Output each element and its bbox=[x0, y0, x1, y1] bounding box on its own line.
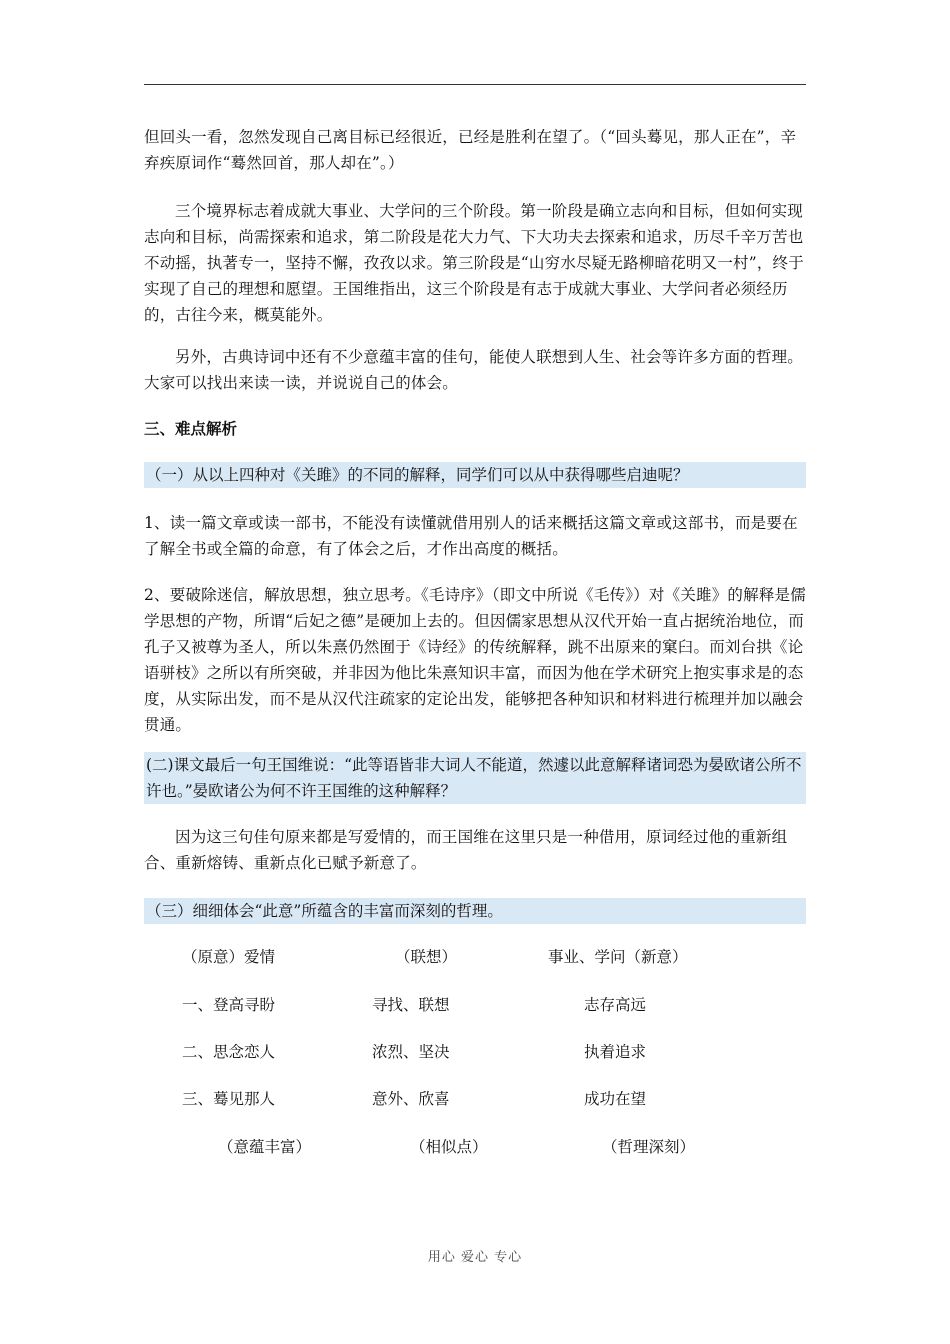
row-1-new: 志存高远 bbox=[584, 996, 647, 1014]
row-2-association: 浓烈、坚决 bbox=[372, 1043, 450, 1061]
question-two: (二)课文最后一句王国维说：“此等语皆非大词人不能道，然遽以此意解释诸词恐为晏欧诸公所不许也。”晏欧诸公为何不许王国维的这种解释？ bbox=[144, 752, 806, 804]
footer-rich-meaning: （意蕴丰富） bbox=[218, 1138, 312, 1156]
question-three: （三）细细体会“此意”所蕴含的丰富而深刻的哲理。 bbox=[144, 898, 806, 924]
section-title: 三、难点解析 bbox=[144, 419, 238, 438]
row-1-original: 一、登高寻盼 bbox=[182, 996, 276, 1014]
page-footer: 用心 爱心 专心 bbox=[427, 1250, 523, 1265]
row-2-new: 执着追求 bbox=[584, 1043, 647, 1061]
answer-three: 因为这三句佳句原来都是写爱情的，而王国维在这里只是一种借用，原词经过他的重新组合、重新熔铸、重新点化已赋予新意了。 bbox=[144, 828, 788, 872]
footer-profound-philosophy: （哲理深刻） bbox=[602, 1138, 696, 1156]
question-one: （一）从以上四种对《关雎》的不同的解释，同学们可以从中获得哪些启迪呢？ bbox=[144, 462, 806, 488]
answer-one: 1、读一篇文章或读一部书，不能没有读懂就借用别人的话来概括这篇文章或这部书，而是要在了解全书或全篇的命意，有了体会之后，才作出高度的概括。 bbox=[144, 514, 798, 558]
paragraph-three-stages: 三个境界标志着成就大事业、大学问的三个阶段。第一阶段是确立志向和目标，但如何实现志向和目标，尚需探索和追求，第二阶段是花大力气、下大功夫去探索和追求，历尽千辛万苦也不动摇，执著专一，坚持不懈，孜孜以求。第三阶段是“山穷水尽疑无路柳暗花明又一村”，终于实现了自己的理想和愿望。王国维指出，这三个阶段是有志于成就大事业、大学问者必须经历的，古往今来，概莫能外。 bbox=[144, 202, 804, 324]
header-rule bbox=[144, 84, 806, 85]
row-3-original: 三、蓦见那人 bbox=[182, 1090, 276, 1108]
header-original-meaning: （原意）爱情 bbox=[182, 948, 276, 966]
row-3-association: 意外、欣喜 bbox=[372, 1090, 450, 1108]
row-1-association: 寻找、联想 bbox=[372, 996, 450, 1014]
header-association: （联想） bbox=[395, 948, 458, 966]
row-2-original: 二、思念恋人 bbox=[182, 1043, 276, 1061]
answer-two: 2、要破除迷信，解放思想，独立思考。《毛诗序》（即文中所说《毛传》）对《关雎》的解释是儒学思想的产物，所谓“后妃之德”是硬加上去的。但因儒家思想从汉代开始一直占据统治地位，而孔子又被尊为圣人，所以朱熹仍然囿于《诗经》的传统解释，跳不出原来的窠臼。而刘台拱《论语骈枝》之所以有所突破，并非因为他比朱熹知识丰富，而因为他在学术研究上抱实事求是的态度，从实际出发，而不是从汉代注疏家的定论出发，能够把各种知识和材料进行梳理并加以融会贯通。 bbox=[144, 586, 806, 734]
paragraph-other-poems: 另外，古典诗词中还有不少意蕴丰富的佳句，能使人联想到人生、社会等许多方面的哲理。大家可以找出来读一读，并说说自己的体会。 bbox=[144, 348, 804, 392]
header-new-meaning: 事业、学问（新意） bbox=[548, 948, 688, 966]
paragraph-continuation: 但回头一看，忽然发现自己离目标已经很近，已经是胜利在望了。（“回头蓦见，那人正在”，辛弃疾原词作“蓦然回首，那人却在”。） bbox=[144, 128, 797, 172]
row-3-new: 成功在望 bbox=[584, 1090, 647, 1108]
footer-similarity: （相似点） bbox=[410, 1138, 488, 1156]
